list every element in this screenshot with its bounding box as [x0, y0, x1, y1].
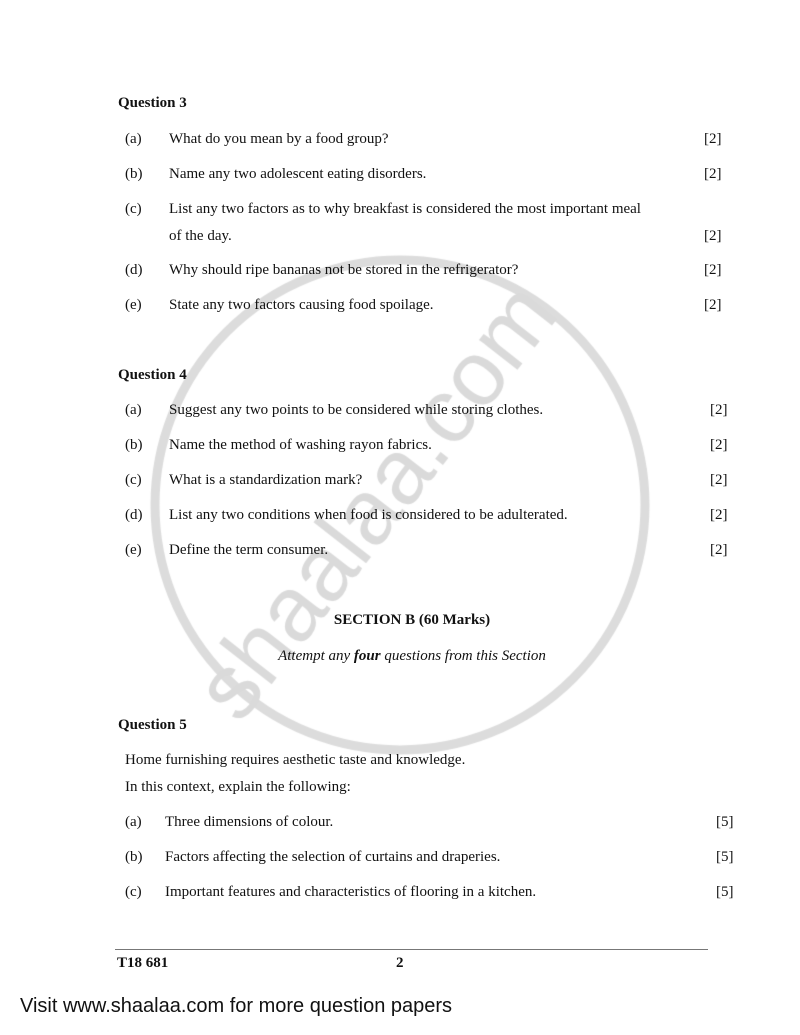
instruction-emphasis: four: [353, 648, 381, 664]
part-marks: [2]: [710, 507, 728, 523]
part-marks: [2]: [704, 228, 722, 244]
part-label: (b): [125, 849, 143, 865]
page-number: 2: [396, 955, 404, 971]
part-text: List any two conditions when food is considered to be adulterated.: [169, 507, 568, 523]
section-title: SECTION B (60 Marks): [333, 612, 491, 628]
part-label: (c): [125, 472, 142, 488]
part-marks: [2]: [710, 437, 728, 453]
footer-divider: [115, 949, 708, 950]
question-4-title: Question 4: [118, 367, 187, 383]
part-text: Define the term consumer.: [169, 542, 329, 558]
part-label: (e): [125, 297, 142, 313]
part-label: (d): [125, 262, 143, 278]
part-marks: [2]: [704, 131, 722, 147]
part-label: (c): [125, 884, 142, 900]
part-text: What is a standardization mark?: [169, 472, 363, 488]
part-label: (b): [125, 437, 143, 453]
question-5-intro: In this context, explain the following:: [125, 779, 351, 795]
part-label: (d): [125, 507, 143, 523]
question-3-title: Question 3: [118, 95, 187, 111]
part-text: Important features and characteristics of flooring in a kitchen.: [165, 884, 537, 900]
part-text: Why should ripe bananas not be stored in the refrigerator?: [169, 262, 519, 278]
part-text: State any two factors causing food spoilage.: [169, 297, 434, 313]
part-marks: [2]: [710, 472, 728, 488]
part-label: (c): [125, 201, 142, 217]
part-marks: [2]: [704, 166, 722, 182]
shaalaa-banner: Visit www.shaalaa.com for more question papers: [20, 995, 453, 1017]
part-text: Three dimensions of colour.: [165, 814, 334, 830]
question-5-intro: Home furnishing requires aesthetic taste and knowledge.: [125, 752, 466, 768]
part-text: What do you mean by a food group?: [169, 131, 389, 147]
part-label: (a): [125, 402, 142, 418]
part-text: Suggest any two points to be considered while storing clothes.: [169, 402, 544, 418]
part-text: of the day.: [169, 228, 232, 244]
part-marks: [2]: [704, 297, 722, 313]
part-marks: [5]: [716, 849, 734, 865]
question-5-title: Question 5: [118, 717, 187, 733]
part-marks: [2]: [710, 402, 728, 418]
part-text: Factors affecting the selection of curtains and draperies.: [165, 849, 501, 865]
paper-code: T18 681: [117, 955, 169, 971]
part-label: (b): [125, 166, 143, 182]
part-marks: [5]: [716, 814, 734, 830]
part-text: Name any two adolescent eating disorders.: [169, 166, 427, 182]
part-label: (a): [125, 814, 142, 830]
part-label: (a): [125, 131, 142, 147]
instruction-text: Attempt any: [278, 648, 354, 664]
section-instruction: [0, 647, 800, 665]
part-marks: [2]: [710, 542, 728, 558]
instruction-text: questions from this Section: [380, 648, 546, 664]
part-label: (e): [125, 542, 142, 558]
part-marks: [5]: [716, 884, 734, 900]
part-text: List any two factors as to why breakfast is considered the most important meal: [169, 201, 641, 217]
part-text: Name the method of washing rayon fabrics.: [169, 437, 432, 453]
part-marks: [2]: [704, 262, 722, 278]
